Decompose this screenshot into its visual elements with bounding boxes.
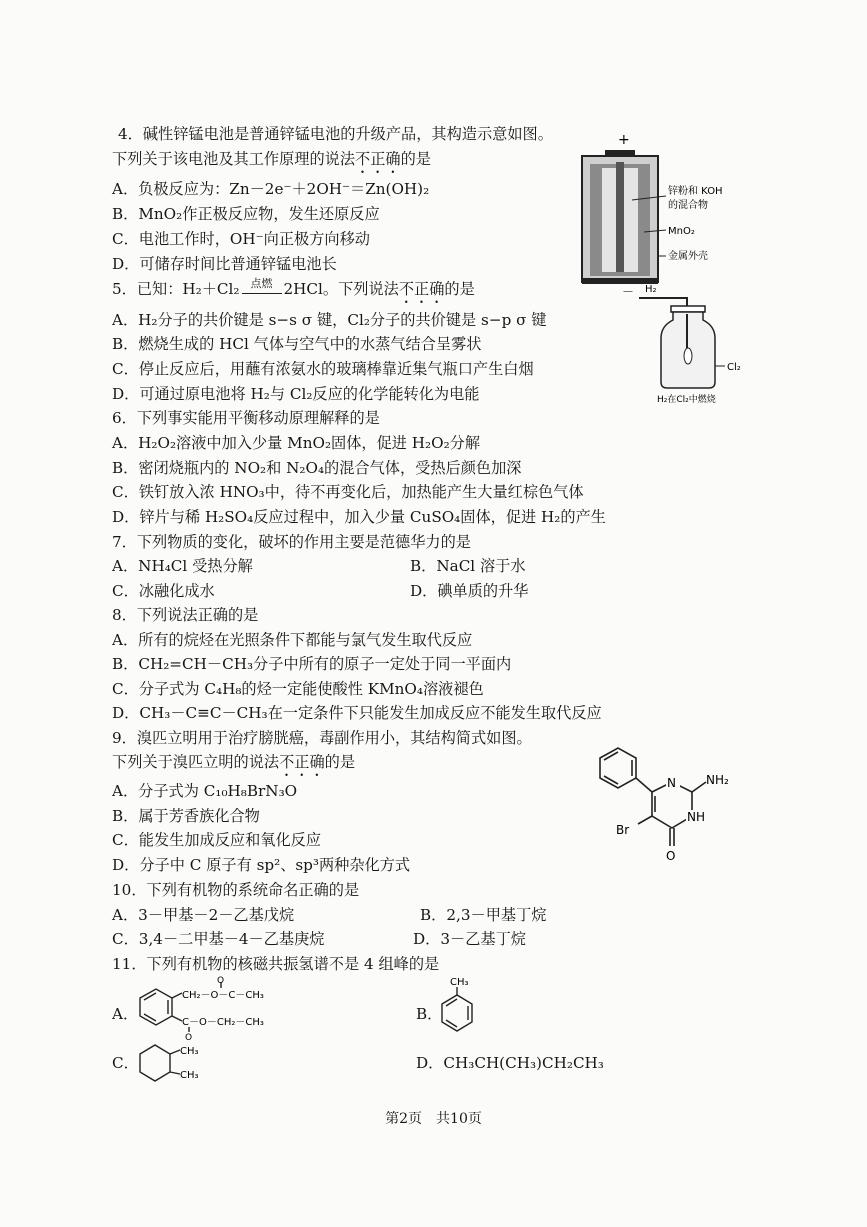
battery-rod — [616, 162, 624, 272]
q4-option-a: A．负极反应为：Zn－2e⁻＋2OH⁻＝Zn(OH)₂ — [112, 180, 430, 198]
q7-option-b: B．NaCl 溶于水 — [410, 557, 526, 575]
q5-option-d: D．可通过原电池将 H₂与 Cl₂反应的化学能转化为电能 — [112, 385, 480, 403]
q7-stem: 7．下列物质的变化，破坏的作用主要是范德华力的是 — [112, 533, 471, 551]
flask-flame — [684, 348, 692, 364]
battery-label-shell: 金属外壳 — [668, 251, 708, 262]
q10-option-a: A．3－甲基－2－乙基戊烷 — [112, 906, 295, 924]
q8-stem: 8．下列说法正确的是 — [112, 606, 259, 624]
battery-label-zinc-2: 的混合物 — [668, 200, 708, 211]
flask-diagram — [635, 280, 750, 405]
q5-reaction-condition: 点燃 — [250, 277, 273, 290]
q7-option-a: A．NH₄Cl 受热分解 — [112, 557, 253, 575]
q11-option-b-structure — [436, 974, 486, 1036]
q8-option-c: C．分子式为 C₄H₈的烃一定能使酸性 KMnO₄溶液褪色 — [112, 680, 484, 698]
q11-option-c-label: C． — [112, 1054, 139, 1072]
bropirimine-nh2: NH₂ — [706, 773, 729, 787]
q6-option-d: D．锌片与稀 H₂SO₄反应过程中，加入少量 CuSO₄固体，促进 H₂的产生 — [112, 508, 606, 526]
q4-stem-line1: 4．碱性锌锰电池是普通锌锰电池的升级产品，其构造示意如图。 — [118, 125, 553, 143]
q9-option-d: D．分子中 C 原子有 sp²、sp³两种杂化方式 — [112, 856, 411, 874]
q5-stem: 5．已知：H₂＋Cl₂ 点燃 2HCl。下列说法不正确的是 — [112, 279, 475, 307]
bropirimine-structure — [578, 738, 748, 866]
q10-option-d: D．3－乙基丁烷 — [413, 930, 526, 948]
q11-c-methyl-1: CH₃ — [180, 1046, 199, 1057]
q8-option-d: D．CH₃－C≡C－CH₃在一定条件下只能发生加成反应不能发生取代反应 — [112, 704, 602, 722]
bropirimine-n1: N — [667, 776, 676, 790]
q9-option-b: B．属于芳香族化合物 — [112, 807, 260, 825]
q9-option-c: C．能发生加成反应和氧化反应 — [112, 831, 322, 849]
battery-diagram — [570, 128, 745, 298]
q5-option-a: A．H₂分子的共价键是 s−s σ 键，Cl₂分子的共价键是 s−p σ 键 — [112, 311, 547, 329]
q11-option-b-label: B． — [416, 1005, 443, 1023]
q10-stem: 10．下列有机物的系统命名正确的是 — [112, 881, 360, 899]
q4-option-d: D．可储存时间比普通锌锰电池长 — [112, 255, 337, 273]
q4-stem-line2: 下列关于该电池及其工作原理的说法不正确的是 — [112, 150, 431, 168]
phenyl-ring — [600, 748, 636, 788]
q11-b-methyl: CH₃ — [450, 977, 469, 988]
q11-c-methyl-2: CH₃ — [180, 1070, 199, 1081]
flask-h2-label: H₂ — [645, 284, 657, 295]
bropirimine-br: Br — [616, 823, 630, 837]
q10-option-c: C．3,4－二甲基－4－乙基庚烷 — [112, 930, 325, 948]
q9-stem-line2: 下列关于溴匹立明的说法不正确的是 — [112, 753, 355, 771]
q5-option-b: B．燃烧生成的 HCl 气体与空气中的水蒸气结合呈雾状 — [112, 335, 482, 353]
q6-option-c: C．铁钉放入浓 HNO₃中，待不再变化后，加热能产生大量红棕色气体 — [112, 483, 584, 501]
battery-minus-sign: － — [622, 285, 635, 298]
q7-option-c: C．冰融化成水 — [112, 582, 215, 600]
q11-a-substituent-1: CH₂－O－C－CH₃ — [182, 990, 264, 1001]
q9-option-a: A．分子式为 C₁₀H₈BrN₃O — [112, 782, 298, 800]
q10-option-b: B．2,3－甲基丁烷 — [420, 906, 547, 924]
bropirimine-nh: NH — [687, 810, 705, 824]
q11-option-a-label: A． — [112, 1005, 139, 1023]
battery-label-zinc: 锌粉和 KOH — [668, 186, 723, 197]
q6-option-b: B．密闭烧瓶内的 NO₂和 N₂O₄的混合气体，受热后颜色加深 — [112, 459, 522, 477]
q4-option-c: C．电池工作时，OH⁻向正极方向移动 — [112, 230, 370, 248]
q6-stem: 6．下列事实能用平衡移动原理解释的是 — [112, 409, 380, 427]
q11-option-a-structure — [134, 976, 294, 1042]
page-footer: 第2页 共10页 — [385, 1111, 482, 1127]
q6-option-a: A．H₂O₂溶液中加入少量 MnO₂固体，促进 H₂O₂分解 — [112, 434, 481, 452]
q11-a-substituent-2: C－O－CH₂－CH₃ — [182, 1017, 264, 1028]
q11-stem: 11．下列有机物的核磁共振氢谱不是 4 组峰的是 — [112, 955, 440, 973]
q11-a-carbonyl-o1: O — [217, 976, 225, 986]
q4-option-b: B．MnO₂作正极反应物，发生还原反应 — [112, 205, 380, 223]
flask-caption: H₂在Cl₂中燃烧 — [657, 395, 716, 405]
battery-plus-sign: + — [618, 132, 630, 148]
battery-label-mno2: MnO₂ — [668, 226, 695, 237]
q9-stem-line1: 9．溴匹立明用于治疗膀胱癌，毒副作用小，其结构简式如图。 — [112, 729, 532, 747]
q11-a-carbonyl-o2: O — [185, 1033, 193, 1042]
q8-option-b: B．CH₂=CH－CH₃分子中所有的原子一定处于同一平面内 — [112, 655, 512, 673]
q11-option-d: D．CH₃CH(CH₃)CH₂CH₃ — [416, 1054, 604, 1072]
flask-cl2-label: Cl₂ — [727, 362, 741, 373]
q11-option-c-structure — [134, 1040, 214, 1086]
q5-option-c: C．停止反应后，用蘸有浓氨水的玻璃棒靠近集气瓶口产生白烟 — [112, 360, 534, 378]
q7-option-d: D．碘单质的升华 — [410, 582, 529, 600]
bropirimine-o: O — [666, 849, 676, 863]
q8-option-a: A．所有的烷烃在光照条件下都能与氯气发生取代反应 — [112, 631, 473, 649]
